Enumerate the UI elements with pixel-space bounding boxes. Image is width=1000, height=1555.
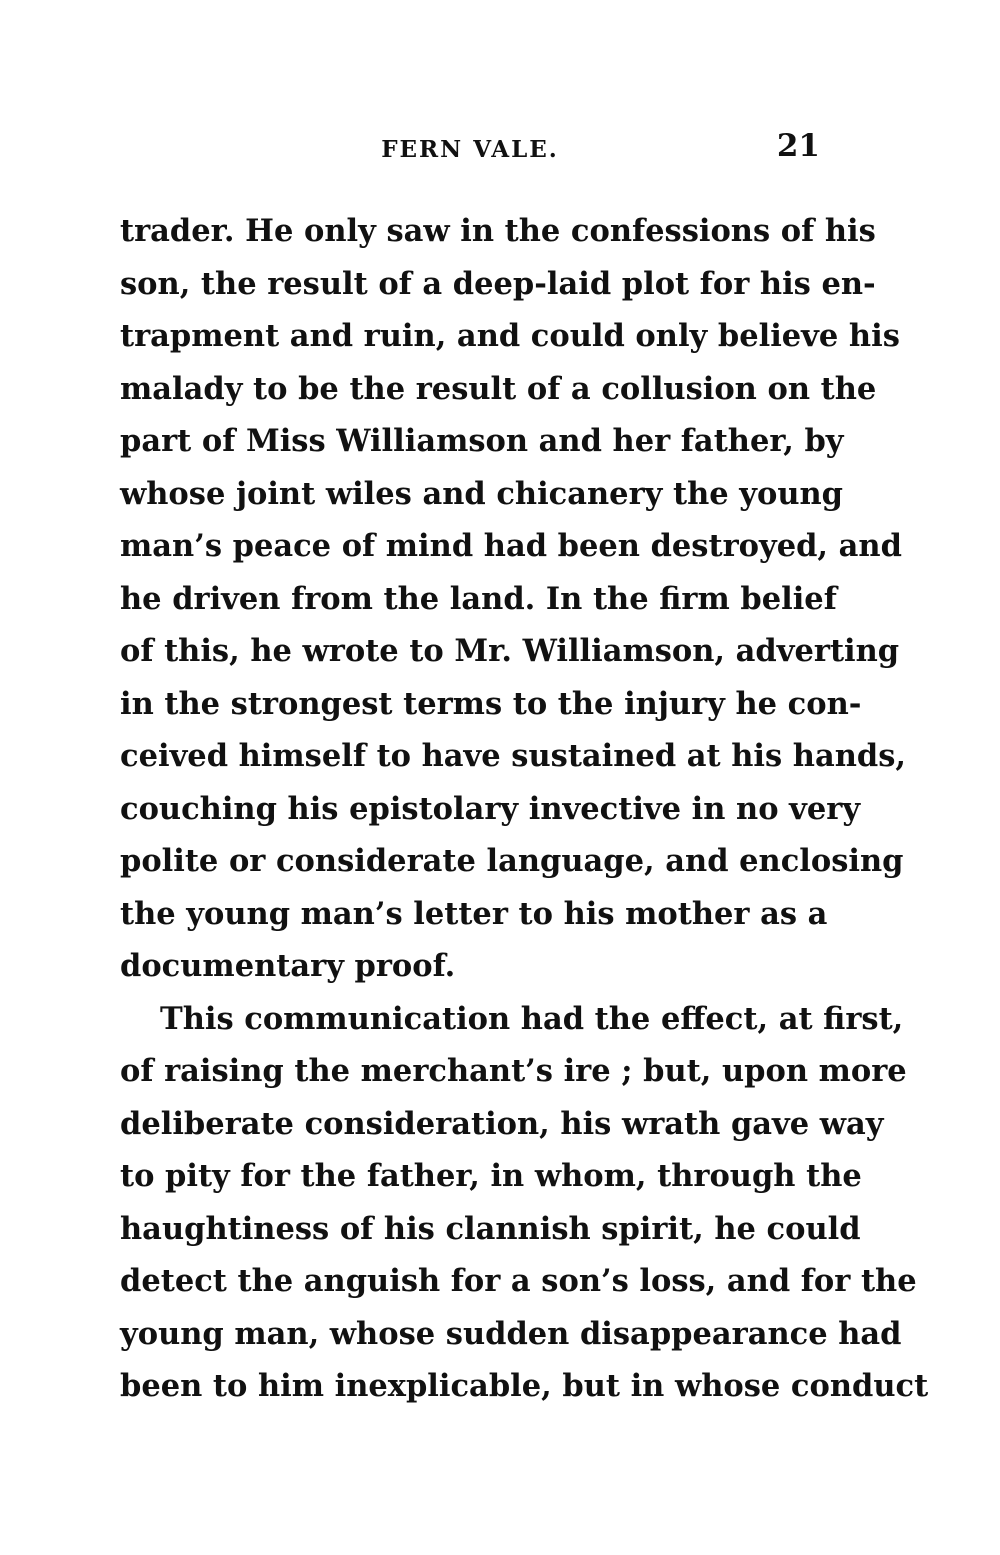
page-number: 21 (776, 128, 820, 164)
text-line: trapment and ruin, and could only believe his (120, 318, 900, 354)
text-line: part of Miss Williamson and her father, by (120, 423, 844, 459)
text-line: he driven from the land. In the firm belief (120, 580, 837, 617)
text-line: young man, whose sudden disappearance had (120, 1315, 902, 1352)
text-line: documentary proof. (120, 948, 456, 984)
running-title: FERN VALE. (381, 136, 559, 163)
text-line: whose joint wiles and chicanery the young (120, 475, 844, 512)
text-line: ceived himself to have sustained at his hands, (120, 738, 907, 774)
text-line: man’s peace of mind had been destroyed, and (120, 528, 902, 564)
text-line: haughtiness of his clannish spirit, he could (120, 1210, 861, 1247)
text-line: couching his epistolary invective in no very (120, 790, 861, 827)
text-line: detect the anguish for a son’s loss, and for the (120, 1263, 917, 1299)
text-line: of this, he wrote to Mr. Williamson, adverting (120, 633, 900, 669)
text-line: been to him inexplicable, but in whose conduct (120, 1368, 929, 1404)
text-line: the young man’s letter to his mother as a (120, 895, 828, 932)
text-line: in the strongest terms to the injury he con- (120, 685, 862, 722)
text-line: This communication had the effect, at first, (160, 1000, 904, 1037)
text-line: to pity for the father, in whom, through the (120, 1158, 862, 1194)
text-line: of raising the merchant’s ire ; but, upon more (120, 1053, 907, 1089)
text-line: son, the result of a deep-laid plot for his en- (120, 265, 876, 302)
text-line: deliberate consideration, his wrath gave way (120, 1105, 884, 1142)
body-text (120, 205, 929, 1413)
text-line: polite or considerate language, and enclosing (120, 843, 904, 879)
text-line: trader. He only saw in the confessions of his (120, 213, 876, 249)
running-head (120, 128, 820, 168)
text-line: malady to be the result of a collusion on the (120, 370, 877, 407)
